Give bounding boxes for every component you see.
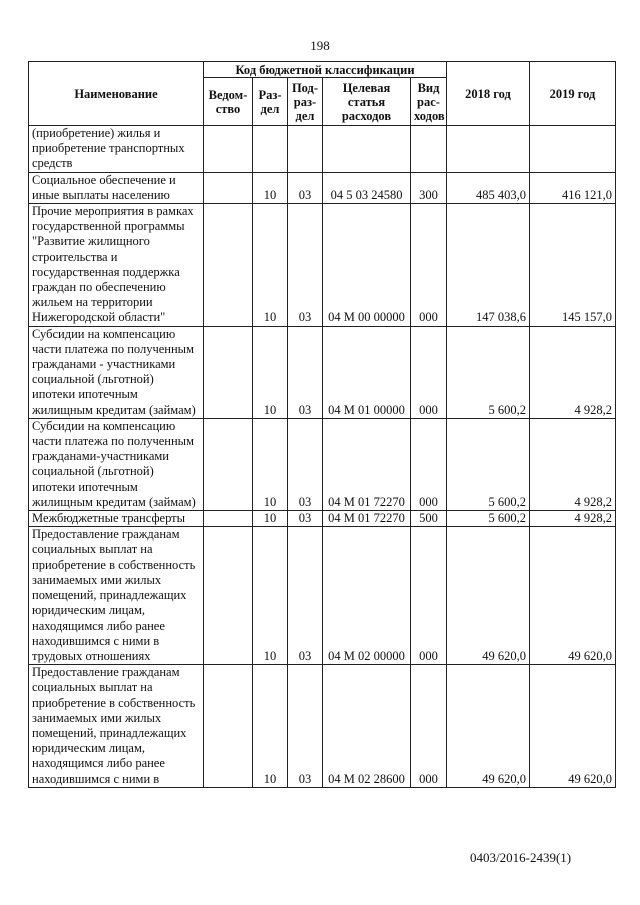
header-target: Целевая статья расходов <box>323 78 411 126</box>
row-podrazdel: 03 <box>288 204 323 327</box>
row-name: Межбюджетные трансферты <box>29 511 204 527</box>
row-2019: 4 928,2 <box>530 418 616 510</box>
row-vid: 000 <box>411 326 447 418</box>
row-target: 04 М 01 72270 <box>323 511 411 527</box>
row-target: 04 М 01 72270 <box>323 418 411 510</box>
page-number: 198 <box>310 38 330 53</box>
row-name: Субсидии на компенсацию части платежа по полученным гражданами - участниками социальной (льготной) ипотеки ипотечным жилищным кредитам (займам) <box>29 326 204 418</box>
header-vid: Вид рас-ходов <box>411 78 447 126</box>
table-row <box>29 511 616 527</box>
row-vedomstvo <box>204 326 253 418</box>
row-target: 04 М 02 00000 <box>323 527 411 665</box>
row-2018 <box>447 126 530 173</box>
row-2018: 5 600,2 <box>447 418 530 510</box>
row-podrazdel <box>288 126 323 173</box>
row-name: Предоставление гражданам социальных выплат на приобретение в собственность занимаемых ими жилых помещений, принадлежащих юридическим лицам, находящимся либо ранее находившимся с ними в <box>29 665 204 788</box>
row-razdel <box>253 126 288 173</box>
row-podrazdel: 03 <box>288 511 323 527</box>
row-2019: 49 620,0 <box>530 527 616 665</box>
row-2019: 4 928,2 <box>530 326 616 418</box>
budget-table <box>28 61 616 788</box>
table-row <box>29 527 616 665</box>
row-vid: 000 <box>411 204 447 327</box>
row-2019: 4 928,2 <box>530 511 616 527</box>
row-razdel: 10 <box>253 665 288 788</box>
row-razdel: 10 <box>253 527 288 665</box>
row-vid: 500 <box>411 511 447 527</box>
row-razdel: 10 <box>253 172 288 203</box>
table-row <box>29 172 616 203</box>
table-row <box>29 326 616 418</box>
row-vedomstvo <box>204 204 253 327</box>
header-podrazdel: Под-раз-дел <box>288 78 323 126</box>
row-name: Субсидии на компенсацию части платежа по полученным гражданами-участниками социальной (льготной) ипотеки ипотечным жилищным кредитам (займам) <box>29 418 204 510</box>
row-podrazdel: 03 <box>288 418 323 510</box>
header-classification-group: Код бюджетной классификации <box>204 62 447 78</box>
row-name: (приобретение) жилья и приобретение транспортных средств <box>29 126 204 173</box>
header-razdel: Раз-дел <box>253 78 288 126</box>
document-code: 0403/2016-2439(1) <box>470 850 572 865</box>
row-podrazdel: 03 <box>288 326 323 418</box>
header-name: Наименование <box>29 62 204 126</box>
row-target: 04 5 03 24580 <box>323 172 411 203</box>
row-2019: 416 121,0 <box>530 172 616 203</box>
row-vedomstvo <box>204 172 253 203</box>
row-razdel: 10 <box>253 418 288 510</box>
table-row <box>29 418 616 510</box>
row-2018: 5 600,2 <box>447 511 530 527</box>
row-podrazdel: 03 <box>288 665 323 788</box>
row-vid: 300 <box>411 172 447 203</box>
header-2018: 2018 год <box>447 62 530 126</box>
row-vedomstvo <box>204 126 253 173</box>
row-podrazdel: 03 <box>288 172 323 203</box>
row-target <box>323 126 411 173</box>
row-vedomstvo <box>204 665 253 788</box>
row-vid <box>411 126 447 173</box>
row-vid: 000 <box>411 665 447 788</box>
row-target: 04 М 02 28600 <box>323 665 411 788</box>
row-name: Прочие мероприятия в рамках государственной программы "Развитие жилищного строительства и государственная поддержка граждан по обеспечению жильем на территории Нижегородской области" <box>29 204 204 327</box>
row-2019: 49 620,0 <box>530 665 616 788</box>
row-2018: 49 620,0 <box>447 527 530 665</box>
row-2019 <box>530 126 616 173</box>
row-2018: 49 620,0 <box>447 665 530 788</box>
header-vedomstvo: Ведом-ство <box>204 78 253 126</box>
row-target: 04 М 01 00000 <box>323 326 411 418</box>
row-vedomstvo <box>204 511 253 527</box>
row-razdel: 10 <box>253 326 288 418</box>
row-vedomstvo <box>204 418 253 510</box>
row-target: 04 М 00 00000 <box>323 204 411 327</box>
row-vid: 000 <box>411 527 447 665</box>
header-2019: 2019 год <box>530 62 616 126</box>
row-2018: 5 600,2 <box>447 326 530 418</box>
row-2018: 485 403,0 <box>447 172 530 203</box>
table-row <box>29 204 616 327</box>
row-podrazdel: 03 <box>288 527 323 665</box>
row-name: Социальное обеспечение и иные выплаты населению <box>29 172 204 203</box>
row-name: Предоставление гражданам социальных выплат на приобретение в собственность занимаемых ими жилых помещений, принадлежащих юридическим лицам, находящимся либо ранее находившимся с ними в трудовых отношениях <box>29 527 204 665</box>
row-vid: 000 <box>411 418 447 510</box>
row-razdel: 10 <box>253 511 288 527</box>
row-vedomstvo <box>204 527 253 665</box>
table-row <box>29 126 616 173</box>
row-2019: 145 157,0 <box>530 204 616 327</box>
row-2018: 147 038,6 <box>447 204 530 327</box>
table-row <box>29 665 616 788</box>
row-razdel: 10 <box>253 204 288 327</box>
